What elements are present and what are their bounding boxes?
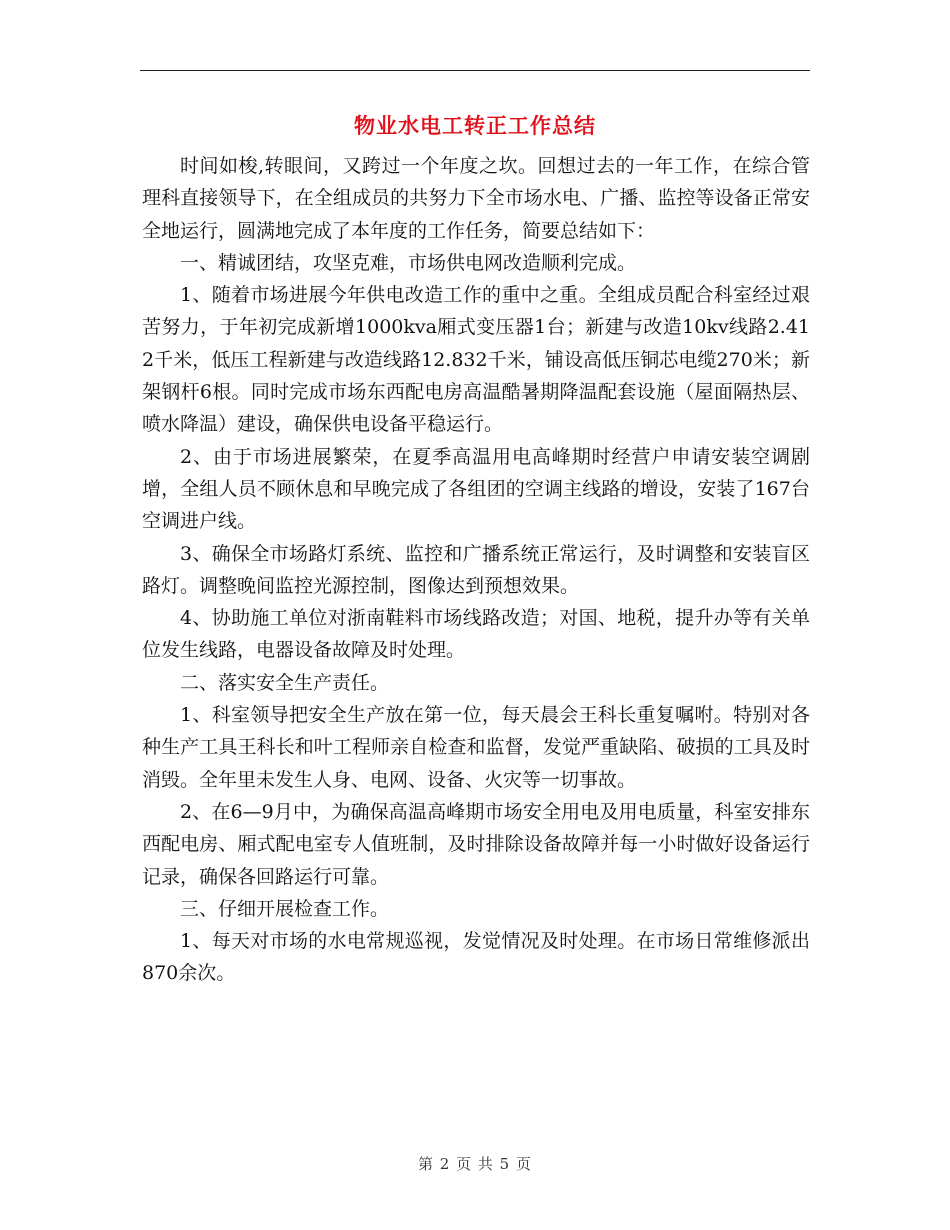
paragraph-3-1: 1、每天对市场的水电常规巡视，发觉情况及时处理。在市场日常维修派出870余次。 [142, 930, 810, 985]
document-body [142, 150, 810, 990]
paragraph-1-2: 2、由于市场进展繁荣，在夏季高温用电高峰期时经营户申请安装空调剧增，全组人员不顾休息和早晚完成了各组团的空调主线路的增设，安装了167台空调进户线。 [142, 445, 810, 533]
paragraph-1-3: 3、确保全市场路灯系统、监控和广播系统正常运行，及时调整和安装盲区路灯。调整晚间监控光源控制，图像达到预想效果。 [142, 542, 810, 597]
page-number-footer: 第 2 页 共 5 页 [418, 1155, 532, 1173]
paragraph-2-2: 2、在6—9月中，为确保高温高峰期市场安全用电及用电质量，科室安排东西配电房、厢式配电室专人值班制，及时排除设备故障并每一小时做好设备运行记录，确保各回路运行可靠。 [142, 800, 810, 888]
paragraph-intro: 时间如梭,转眼间，又跨过一个年度之坎。回想过去的一年工作，在综合管理科直接领导下，在全组成员的共努力下全市场水电、广播、监控等设备正常安全地运行，圆满地完成了本年度的工作任务，简要总结如下： [142, 155, 810, 242]
header-rule [140, 70, 810, 71]
section-heading-2: 二、落实安全生产责任。 [180, 671, 390, 694]
section-heading-1: 一、精诚团结，攻坚克难，市场供电网改造顺利完成。 [180, 251, 637, 274]
paragraph-1-1: 1、随着市场进展今年供电改造工作的重中之重。全组成员配合科室经过艰苦努力，于年初完成新增1000kva厢式变压器1台；新建与改造10kv线路2.412千米，低压工程新建与改造线路12.832千米，铺设高低压铜芯电缆270米；新架钢杆6根。同时完成市场东西配电房高温酷暑期降温配套设施（屋面隔热层、喷水降温）建设，确保供电设备平稳运行。 [142, 284, 810, 436]
section-heading-3: 三、仔细开展检查工作。 [180, 897, 390, 920]
document-title: 物业水电工转正工作总结 [354, 113, 596, 138]
paragraph-2-1: 1、科室领导把安全生产放在第一位，每天晨会王科长重复嘱咐。特别对各种生产工具王科长和叶工程师亲自检查和监督，发觉严重缺陷、破损的工具及时消毁。全年里未发生人身、电网、设备、火灾等一切事故。 [142, 704, 810, 791]
paragraph-1-4: 4、协助施工单位对浙南鞋料市场线路改造；对国、地税，提升办等有关单位发生线路，电器设备故障及时处理。 [142, 607, 810, 662]
